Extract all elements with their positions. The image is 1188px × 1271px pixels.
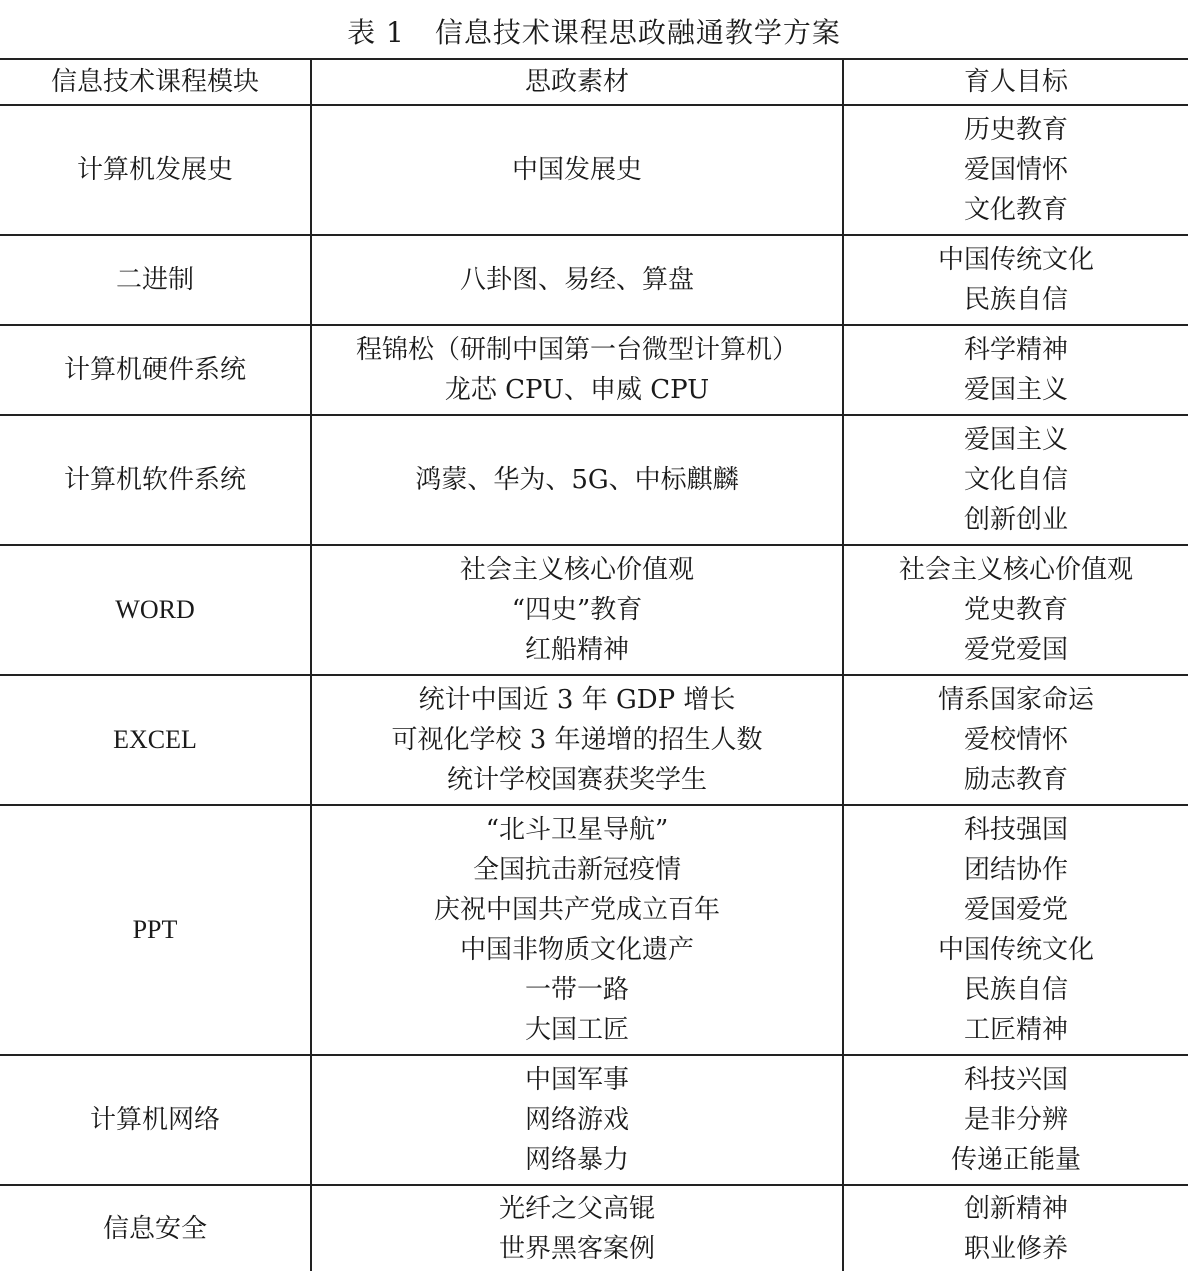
materials-cell — [311, 415, 843, 545]
materials-cell — [311, 675, 843, 805]
material-item: 鸿蒙、华为、5G、中标麒麟 — [415, 465, 739, 495]
goals-cell — [843, 545, 1188, 675]
module-cell — [0, 805, 311, 1055]
material-item: 大国工匠 — [524, 1015, 629, 1045]
material-item: 全国抗击新冠疫情 — [472, 855, 681, 885]
table-row — [0, 235, 1188, 325]
materials-cell — [311, 105, 843, 235]
table-row — [0, 1185, 1188, 1271]
module-name: EXCEL — [113, 725, 197, 754]
material-item: 社会主义核心价值观 — [459, 555, 694, 585]
goal-item: 创新精神 — [963, 1193, 1068, 1224]
goals-cell — [843, 675, 1188, 805]
goal-item: 爱校情怀 — [963, 725, 1068, 755]
teaching-plan-table — [0, 58, 1188, 1271]
module-name: 计算机硬件系统 — [63, 355, 246, 385]
header-materials: 思政素材 — [311, 59, 843, 105]
goals-cell — [843, 325, 1188, 415]
goals-cell — [843, 415, 1188, 545]
material-item: 龙芯 CPU、申威 CPU — [444, 375, 710, 405]
module-name: 计算机发展史 — [76, 155, 233, 185]
table-caption — [0, 0, 1188, 58]
table-row — [0, 1055, 1188, 1185]
table-header-row — [0, 59, 1188, 105]
materials-cell — [311, 545, 843, 675]
goal-item: 是非分辨 — [963, 1105, 1068, 1135]
goal-item: 科技兴国 — [963, 1065, 1068, 1095]
goal-item: 职业修养 — [963, 1233, 1068, 1264]
module-name: 信息安全 — [102, 1213, 207, 1244]
goal-item: 情系国家命运 — [937, 685, 1094, 715]
material-item: 中国军事 — [524, 1065, 629, 1095]
material-item: 统计中国近 3 年 GDP 增长 — [418, 685, 736, 715]
material-item: 中国发展史 — [511, 155, 642, 185]
table-row — [0, 415, 1188, 545]
table-number: 表 1 — [347, 16, 405, 49]
module-cell — [0, 415, 311, 545]
goals-cell — [843, 235, 1188, 325]
table-row — [0, 325, 1188, 415]
table-row — [0, 105, 1188, 235]
goal-item: 民族自信 — [963, 975, 1068, 1005]
materials-cell — [311, 1185, 843, 1271]
goal-item: 历史教育 — [963, 115, 1068, 145]
header-module: 信息技术课程模块 — [0, 59, 311, 105]
module-name: 二进制 — [115, 265, 194, 295]
module-cell — [0, 235, 311, 325]
goals-cell — [843, 105, 1188, 235]
module-cell — [0, 675, 311, 805]
module-cell — [0, 105, 311, 235]
module-name: 计算机软件系统 — [63, 465, 246, 495]
materials-cell — [311, 805, 843, 1055]
table-title: 信息技术课程思政融通教学方案 — [434, 16, 841, 49]
goal-item: 科技强国 — [963, 815, 1068, 845]
module-cell — [0, 1055, 311, 1185]
material-item: 庆祝中国共产党成立百年 — [433, 895, 720, 925]
goal-item: 励志教育 — [963, 765, 1068, 795]
goal-item: 科学精神 — [963, 335, 1068, 365]
material-item: 光纤之父高锟 — [498, 1193, 655, 1224]
material-item: 网络暴力 — [524, 1145, 629, 1175]
module-name: 计算机网络 — [89, 1105, 220, 1135]
material-item: 可视化学校 3 年递增的招生人数 — [391, 725, 763, 755]
goal-item: 爱国主义 — [963, 375, 1068, 405]
material-item: 八卦图、易经、算盘 — [459, 265, 694, 295]
material-item: 网络游戏 — [524, 1105, 629, 1135]
goal-item: 中国传统文化 — [937, 935, 1094, 965]
materials-cell — [311, 235, 843, 325]
goal-item: 文化教育 — [963, 195, 1068, 225]
material-item: 统计学校国赛获奖学生 — [446, 765, 707, 795]
module-name: PPT — [132, 915, 178, 944]
goals-cell — [843, 1185, 1188, 1271]
materials-cell — [311, 325, 843, 415]
material-item: 中国非物质文化遗产 — [459, 935, 694, 965]
materials-cell — [311, 1055, 843, 1185]
goal-item: 社会主义核心价值观 — [898, 555, 1133, 585]
goal-item: 爱党爱国 — [963, 635, 1068, 665]
module-name: WORD — [115, 595, 195, 624]
goal-item: 中国传统文化 — [937, 245, 1094, 275]
material-item: “北斗卫星导航” — [485, 815, 669, 845]
goal-item: 民族自信 — [963, 285, 1068, 315]
goal-item: 团结协作 — [963, 855, 1068, 885]
goal-item: 文化自信 — [963, 465, 1068, 495]
header-goals: 育人目标 — [843, 59, 1188, 105]
goal-item: 工匠精神 — [963, 1015, 1068, 1045]
goals-cell — [843, 1055, 1188, 1185]
module-cell — [0, 325, 311, 415]
goal-item: 创新创业 — [963, 505, 1068, 535]
goal-item: 爱国主义 — [963, 425, 1068, 455]
material-item: 程锦松（研制中国第一台微型计算机） — [355, 335, 798, 365]
goal-item: 爱国情怀 — [963, 155, 1068, 185]
table-row — [0, 675, 1188, 805]
goal-item: 党史教育 — [963, 595, 1068, 625]
material-item: 一带一路 — [524, 975, 629, 1005]
table-row — [0, 545, 1188, 675]
material-item: 世界黑客案例 — [498, 1233, 655, 1264]
goal-item: 传递正能量 — [950, 1145, 1081, 1175]
module-cell — [0, 1185, 311, 1271]
goal-item: 爱国爱党 — [963, 895, 1068, 925]
module-cell — [0, 545, 311, 675]
material-item: “四史”教育 — [511, 595, 643, 625]
material-item: 红船精神 — [524, 635, 629, 665]
table-row — [0, 805, 1188, 1055]
goals-cell — [843, 805, 1188, 1055]
